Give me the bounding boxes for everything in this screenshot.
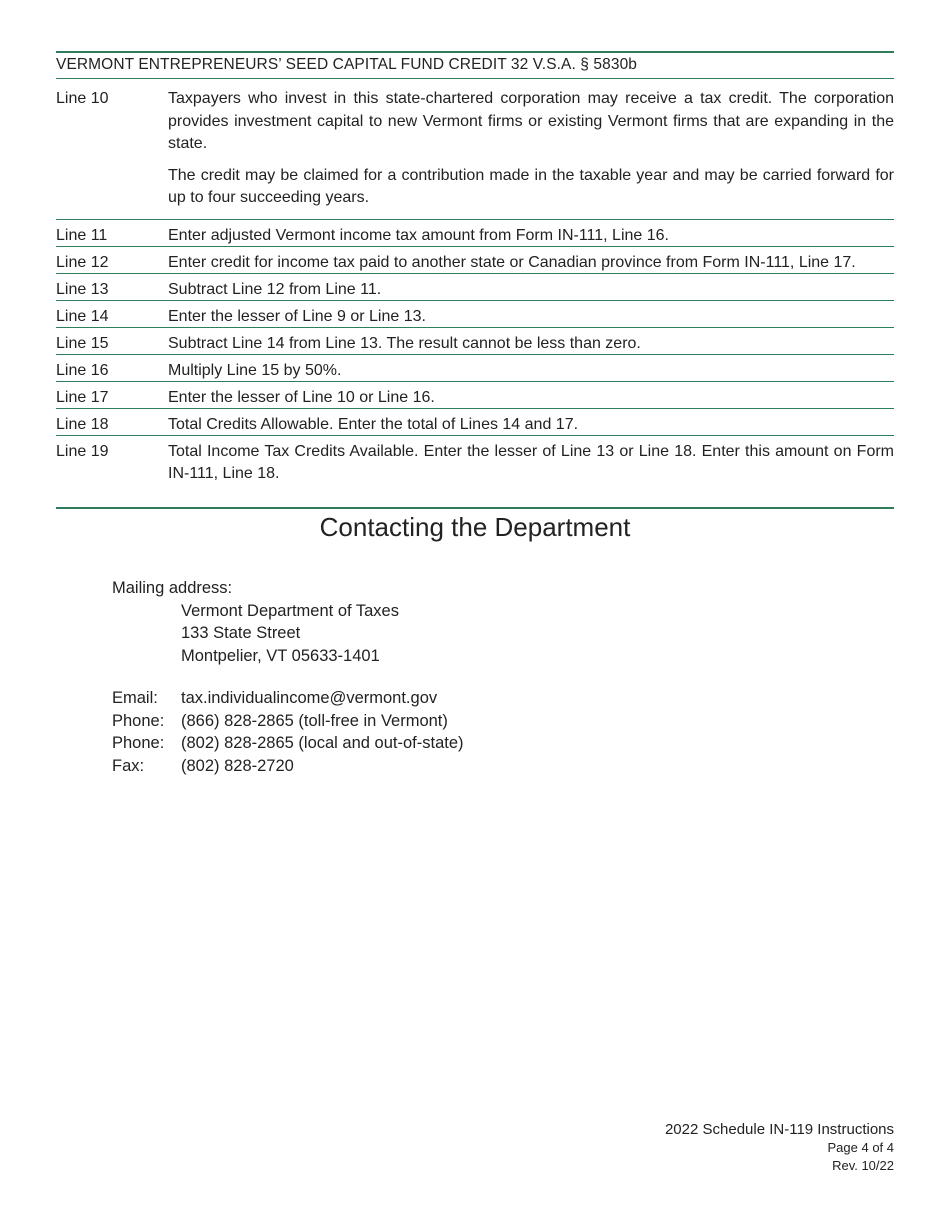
address-line: 133 State Street: [181, 624, 301, 642]
contact-item-fax: [112, 755, 464, 778]
line-label: Line 13: [56, 280, 109, 298]
line-row-16: [56, 355, 894, 381]
contact-heading: Contacting the Department: [319, 511, 631, 542]
instructions-page: [56, 51, 894, 548]
line-row-19: [56, 436, 894, 486]
footer-revision: Rev. 10/22: [832, 1158, 894, 1173]
page-footer: [665, 1120, 894, 1175]
contact-key: Phone:: [112, 711, 165, 730]
line-row-13: [56, 274, 894, 300]
mailing-address: [112, 600, 464, 668]
footer-doc-title: 2022 Schedule IN-119 Instructions: [664, 1121, 894, 1138]
section-title: VERMONT ENTREPRENEURS’ SEED CAPITAL FUND CREDIT 32 V.S.A. § 5830b: [56, 56, 638, 73]
line-row-18: [56, 409, 894, 435]
fax-value: (802) 828-2720: [181, 756, 294, 775]
contact-item-email: [112, 687, 464, 710]
line-text: Subtract Line 14 from Line 13. The result cannot be less than zero.: [168, 334, 641, 352]
contact-key: Fax:: [112, 756, 145, 775]
mailing-label: Mailing address:: [112, 579, 233, 597]
phone-value: (866) 828-2865 (toll-free in Vermont): [181, 711, 448, 730]
contact-item-phone: [112, 710, 464, 733]
line-text: Enter the lesser of Line 10 or Line 16.: [168, 388, 435, 406]
footer-page-number: Page 4 of 4: [827, 1140, 894, 1155]
line-text: Enter adjusted Vermont income tax amount from Form IN-111, Line 16.: [168, 226, 669, 244]
line-label: Line 14: [56, 307, 109, 325]
contact-item-phone: [112, 732, 464, 755]
contact-key: Email:: [112, 689, 158, 707]
line-row-15: [56, 328, 894, 354]
line-label: Line 10: [56, 90, 109, 107]
address-line: Montpelier, VT 05633-1401: [181, 646, 380, 665]
line-label: Line 16: [56, 361, 109, 379]
line-text: Enter credit for income tax paid to another state or Canadian province from Form IN-111, Line 17.: [168, 253, 856, 271]
contact-key: Phone:: [112, 734, 165, 752]
phone-value: (802) 828-2865 (local and out-of-state): [181, 734, 464, 752]
line-row-14: [56, 301, 894, 327]
line-row-11: [56, 220, 894, 246]
line-label: Line 17: [56, 388, 109, 406]
line-text: Total Income Tax Credits Available. Enter the lesser of Line 13 or Line 18. Enter this amount on Form IN-111, Line 18.: [168, 442, 894, 482]
contact-list: [112, 687, 464, 777]
line-label: Line 12: [56, 253, 109, 271]
line-text: [168, 88, 894, 210]
line-paragraph: The credit may be claimed for a contribution made in the taxable year and may be carried forward for up to four succeeding years.: [168, 166, 894, 206]
line-row-10: [56, 79, 894, 210]
line-text: Subtract Line 12 from Line 11.: [168, 280, 382, 298]
line-text: Total Credits Allowable. Enter the total of Lines 14 and 17.: [168, 415, 579, 433]
line-label: Line 11: [56, 226, 108, 244]
line-row-12: [56, 247, 894, 273]
line-label: Line 15: [56, 334, 109, 352]
contact-block: [112, 577, 464, 777]
line-row-17: [56, 382, 894, 408]
line-paragraph: Taxpayers who invest in this state-chartered corporation may receive a tax credit. The corporation provides investment capital to new Vermont firms or existing Vermont firms that are expanding in the state.: [168, 90, 894, 152]
line-label: Line 19: [56, 442, 109, 460]
line-label: Line 18: [56, 415, 109, 433]
line-text: Enter the lesser of Line 9 or Line 13.: [168, 307, 426, 325]
line-text: Multiply Line 15 by 50%.: [168, 361, 342, 379]
address-line: Vermont Department of Taxes: [181, 601, 399, 620]
email-link[interactable]: tax.individualincome@vermont.gov: [181, 689, 438, 707]
